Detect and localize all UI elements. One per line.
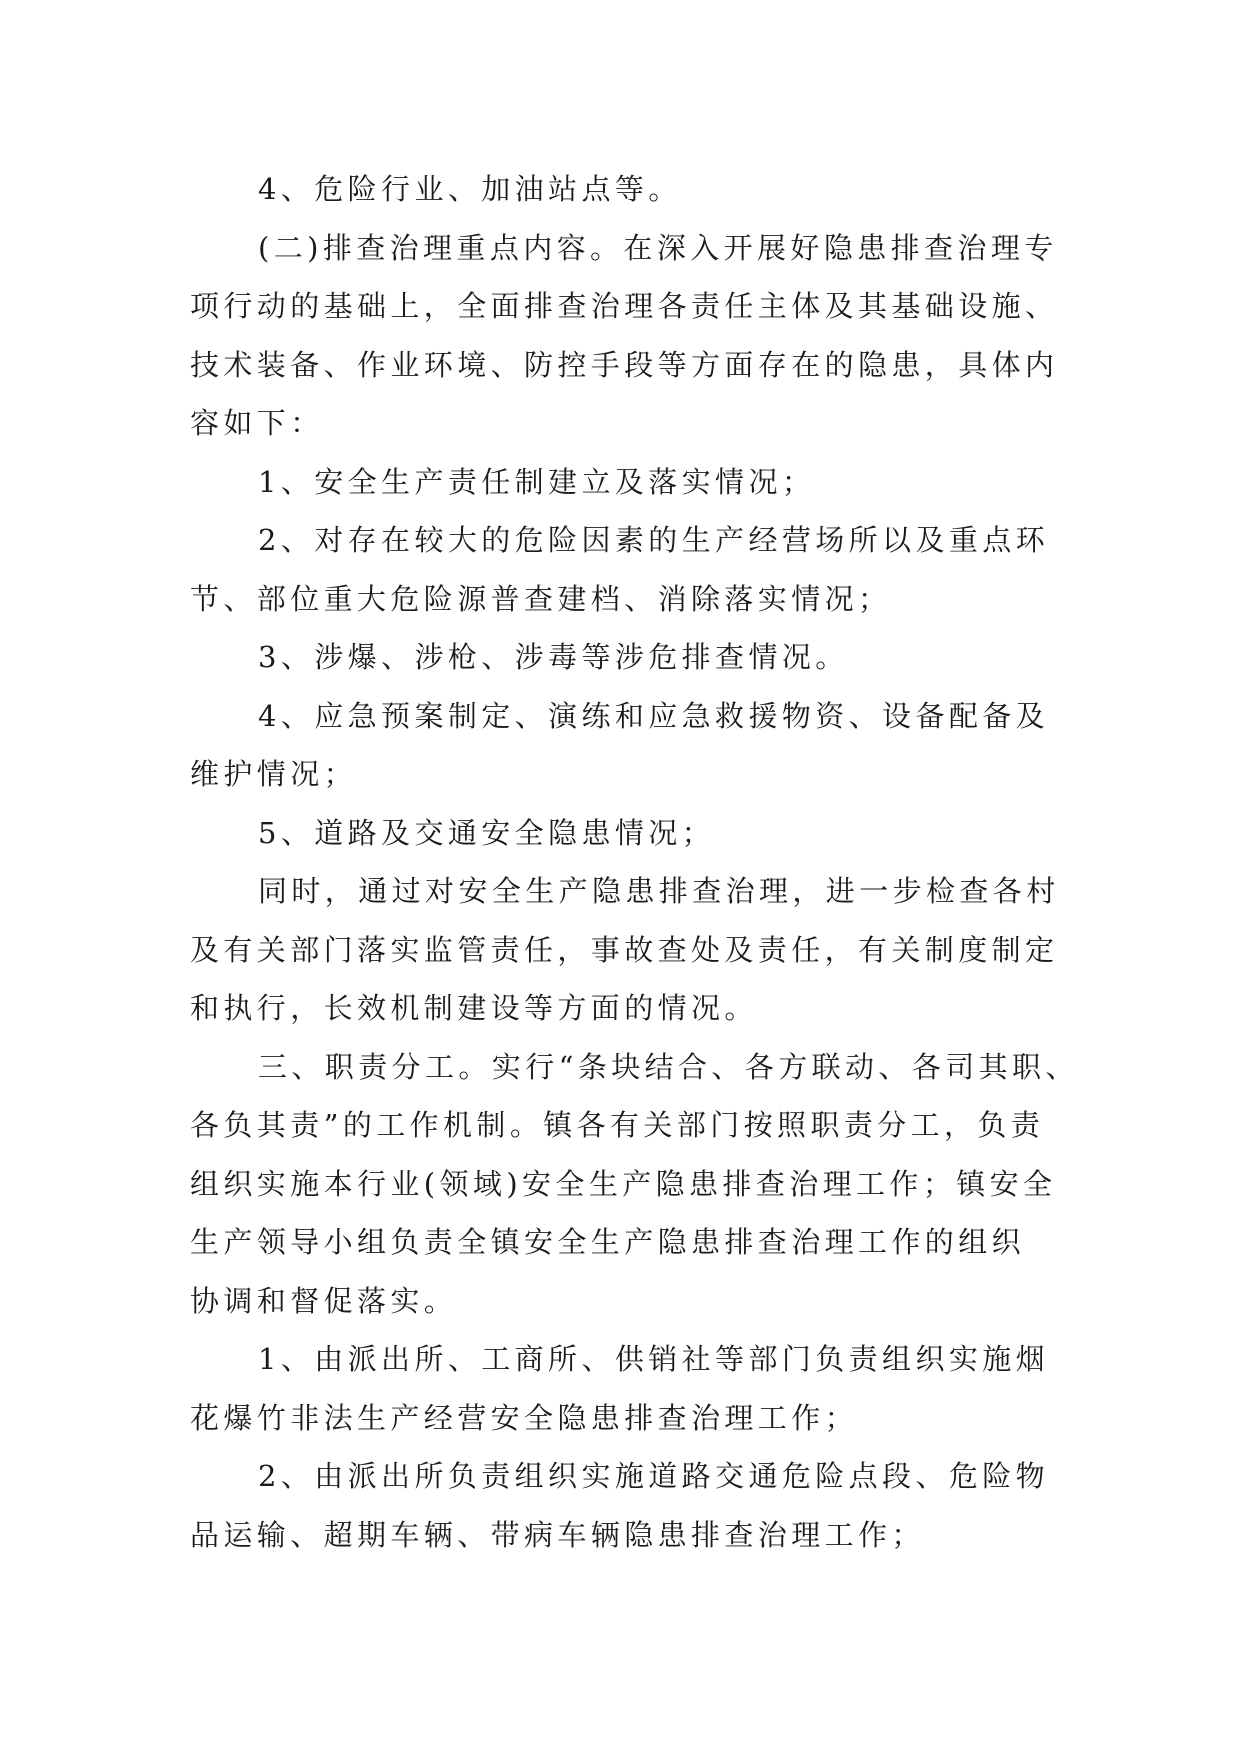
text-line: 品运输、超期车辆、带病车辆隐患排查治理工作； bbox=[190, 1517, 925, 1552]
text-line: 项行动的基础上，全面排查治理各责任主体及其基础设施、 bbox=[190, 289, 1059, 323]
text-line: 同时，通过对安全生产隐患排查治理，进一步检查各村 bbox=[258, 874, 1060, 908]
paragraph-key-content bbox=[190, 219, 1060, 453]
paragraph-item-1-responsibility bbox=[190, 453, 1060, 512]
text-line: 2、对存在较大的危险因素的生产经营场所以及重点环 bbox=[258, 523, 1050, 557]
text-line: 3、涉爆、涉枪、涉毒等涉危排查情况。 bbox=[258, 640, 849, 674]
paragraph-duty-2-road-traffic bbox=[190, 1447, 1060, 1564]
text-line: 5、道路及交通安全隐患情况； bbox=[258, 815, 716, 850]
text-line: 1、安全生产责任制建立及落实情况； bbox=[258, 464, 816, 499]
text-line: 容如下： bbox=[190, 406, 324, 440]
paragraph-meanwhile bbox=[190, 862, 1060, 1038]
paragraph-item-2-hazard-sources bbox=[190, 511, 1060, 628]
text-line: 协调和督促落实。 bbox=[190, 1283, 458, 1318]
paragraph-item-4-hazard-industries bbox=[190, 160, 1060, 219]
text-line: 和执行，长效机制建设等方面的情况。 bbox=[190, 991, 758, 1025]
paragraph-division-of-duties bbox=[190, 1038, 1079, 1331]
text-line: 4、危险行业、加油站点等。 bbox=[258, 172, 682, 206]
text-line: 节、部位重大危险源普查建档、消除落实情况； bbox=[190, 581, 892, 616]
text-line: 组织实施本行业(领域)安全生产隐患排查治理工作；镇安全 bbox=[190, 1166, 1057, 1201]
paragraph-duty-1-fireworks bbox=[190, 1330, 1060, 1447]
text-line: 三、职责分工。实行“条块结合、各方联动、各司其职、 bbox=[258, 1049, 1079, 1084]
paragraph-item-4-emergency bbox=[190, 687, 1060, 804]
document-body bbox=[190, 160, 1079, 1564]
text-line: (二)排查治理重点内容。在深入开展好隐患排查治理专 bbox=[258, 230, 1058, 265]
text-line: 花爆竹非法生产经营安全隐患排查治理工作； bbox=[190, 1400, 859, 1435]
text-line: 生产领导小组负责全镇安全生产隐患排查治理工作的组织 bbox=[190, 1225, 1026, 1259]
text-line: 及有关部门落实监管责任，事故查处及责任，有关制度制定 bbox=[190, 932, 1059, 967]
text-line: 1、由派出所、工商所、供销社等部门负责组织实施烟 bbox=[258, 1342, 1050, 1376]
paragraph-item-3-explosives bbox=[190, 628, 1060, 687]
text-line: 各负其责”的工作机制。镇各有关部门按照职责分工，负责 bbox=[190, 1108, 1045, 1142]
paragraph-item-5-traffic bbox=[190, 804, 1060, 863]
text-line: 4、应急预案制定、演练和应急救援物资、设备配备及 bbox=[258, 698, 1050, 733]
text-line: 维护情况； bbox=[190, 757, 358, 791]
text-line: 技术装备、作业环境、防控手段等方面存在的隐患，具体内 bbox=[190, 347, 1059, 382]
text-line: 2、由派出所负责组织实施道路交通危险点段、危险物 bbox=[258, 1459, 1050, 1493]
